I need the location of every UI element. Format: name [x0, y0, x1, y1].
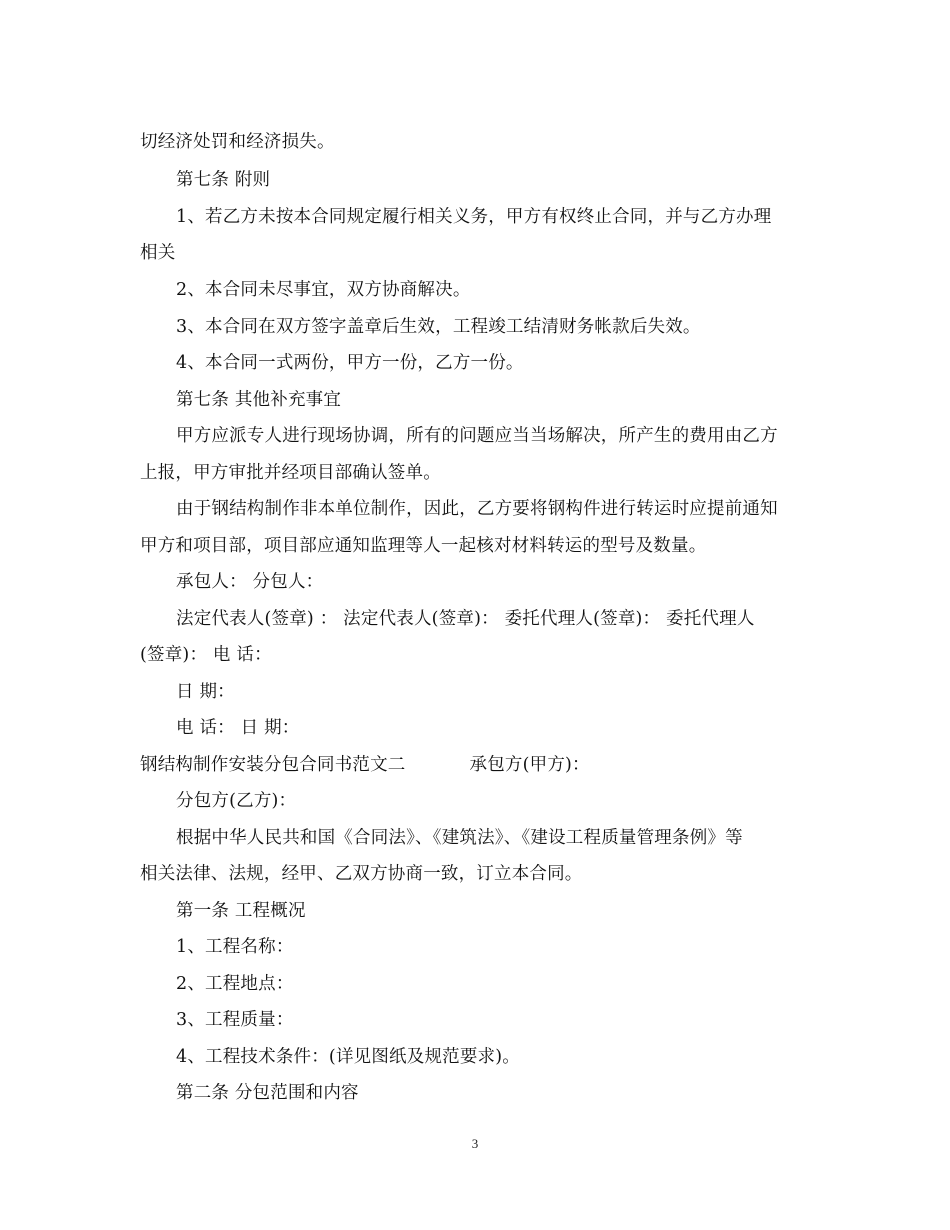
text-line-5: 2、本合同未尽事宜，双方协商解决。 [176, 280, 471, 300]
text-line-12: 甲方和项目部，项目部应通知监理等人一起核对材料转运的型号及数量。 [140, 536, 707, 556]
subcontractor-party-b: 分包方(乙方)： [176, 791, 297, 811]
project-technical-conditions: 4、工程技术条件：(详见图纸及规范要求)。 [176, 1047, 520, 1067]
text-line-1: 切经济处罚和经济损失。 [140, 132, 335, 152]
section-heading-1-overview: 第一条 工程概况 [176, 901, 306, 921]
text-line-4: 相关 [140, 243, 176, 263]
text-line-21: 根据中华人民共和国《合同法》、《建筑法》、《建设工程质量管理条例》等 [176, 828, 743, 848]
section-heading-7-appendix: 第七条 附则 [176, 170, 271, 190]
contract-title-line [140, 754, 590, 776]
project-name-field: 1、工程名称： [176, 937, 294, 957]
text-line-6: 3、本合同在双方签字盖章后生效，工程竣工结清财务帐款后失效。 [176, 317, 701, 337]
text-line-10: 上报，甲方审批并经项目部确认签单。 [140, 463, 441, 483]
signature-phone: (签章)： 电 话： [140, 645, 272, 665]
text-line-11: 由于钢结构制作非本单位制作，因此，乙方要将钢构件进行转运时应提前通知 [176, 499, 778, 519]
text-line-3: 1、若乙方未按本合同规定履行相关义务，甲方有权终止合同，并与乙方办理 [176, 207, 772, 227]
text-line-9: 甲方应派专人进行现场协调，所有的问题应当当场解决，所产生的费用由乙方 [176, 426, 778, 446]
project-location-field: 2、工程地点： [176, 974, 294, 994]
section-heading-7-supplementary: 第七条 其他补充事宜 [176, 390, 342, 410]
contractor-party-a: 承包方(甲方)： [469, 755, 590, 775]
contract-title: 钢结构制作安装分包合同书范文二 [140, 755, 406, 775]
signature-representatives: 法定代表人(签章) ： 法定代表人(签章)： 委托代理人(签章)： 委托代理人 [176, 609, 755, 629]
project-quality-field: 3、工程质量： [176, 1010, 294, 1030]
signature-phone-date: 电 话： 日 期： [176, 718, 300, 738]
section-heading-2-scope: 第二条 分包范围和内容 [176, 1083, 359, 1103]
text-line-7: 4、本合同一式两份，甲方一份，乙方一份。 [176, 353, 524, 373]
signature-date: 日 期： [176, 682, 235, 702]
text-line-22: 相关法律、法规，经甲、乙双方协商一致，订立本合同。 [140, 864, 583, 884]
signature-parties: 承包人： 分包人： [176, 572, 324, 592]
page-number: 3 [471, 1136, 479, 1151]
